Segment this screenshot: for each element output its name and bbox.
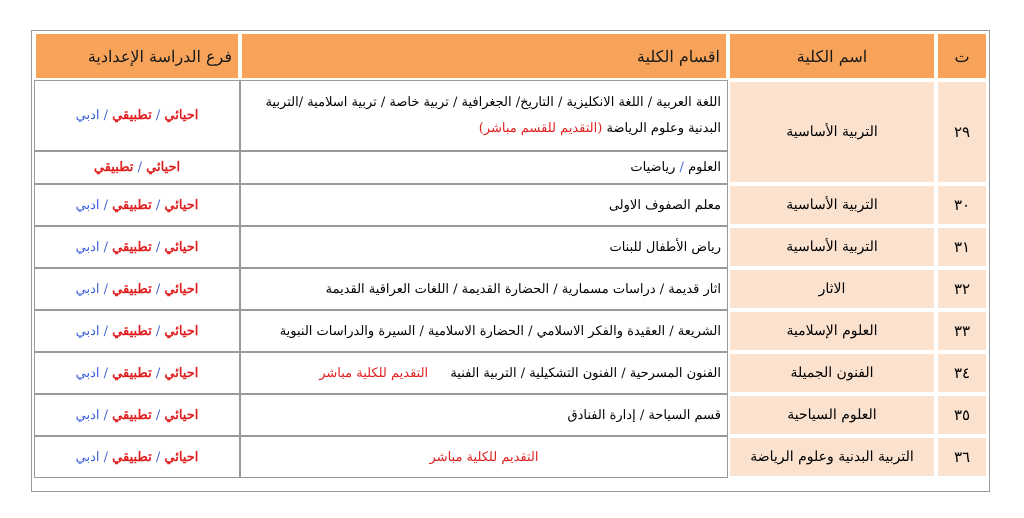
faculty-name: التربية الأساسية: [728, 184, 936, 226]
table-row: [34, 394, 988, 436]
branch-cell: [34, 226, 240, 268]
branch-separator: /: [155, 323, 161, 339]
header-row: [34, 32, 988, 80]
branch-cell: [34, 352, 240, 394]
department-separator: /: [679, 160, 684, 175]
branch-separator: /: [155, 108, 161, 123]
table-row: [34, 310, 988, 352]
branch-separator: /: [155, 239, 161, 255]
faculty-name: التربية الأساسية: [728, 80, 936, 184]
branch-bio: احيائي: [164, 239, 199, 255]
branch-cell: [34, 151, 240, 184]
departments-cell: [240, 151, 728, 184]
row-number: ٣٢: [936, 268, 988, 310]
row-number: ٣٠: [936, 184, 988, 226]
branch-literary: ادبي: [75, 449, 100, 465]
faculty-table: [34, 32, 988, 478]
branch-applied: تطبيقي: [112, 449, 152, 465]
branch-separator: /: [103, 197, 109, 213]
branch-bio: احيائي: [164, 108, 199, 123]
branch-applied: تطبيقي: [112, 323, 152, 339]
branch-bio: احيائي: [146, 160, 181, 175]
branch-literary: ادبي: [75, 281, 100, 297]
branch-cell: [34, 268, 240, 310]
branch-separator: /: [103, 239, 109, 255]
branch-applied: تطبيقي: [112, 197, 152, 213]
branch-separator: /: [103, 108, 109, 123]
departments-cell: معلم الصفوف الاولى: [240, 184, 728, 226]
department-name: العلوم: [688, 160, 721, 175]
branch-applied: تطبيقي: [112, 281, 152, 297]
branch-separator: /: [103, 281, 109, 297]
table-row: [34, 226, 988, 268]
branch-literary: ادبي: [75, 365, 100, 381]
departments-line-2: [247, 116, 721, 142]
branch-cell: [34, 184, 240, 226]
table-row: [34, 184, 988, 226]
branch-separator: /: [155, 449, 161, 465]
branch-bio: احيائي: [164, 449, 199, 465]
table-row: [34, 352, 988, 394]
direct-apply-note: التقديم للكلية مباشر: [319, 365, 429, 381]
direct-apply-note: (التقديم للقسم مباشر): [478, 120, 603, 136]
branch-literary: ادبي: [75, 108, 100, 123]
branch-separator: /: [137, 160, 142, 175]
branch-separator: /: [155, 407, 161, 423]
departments-cell: قسم السياحة / إدارة الفنادق: [240, 394, 728, 436]
table-row: [34, 268, 988, 310]
branch-separator: /: [155, 197, 161, 213]
department-list: الفنون المسرحية / الفنون التشكيلية / التربية الفنية: [450, 365, 721, 381]
faculty-name: العلوم السياحية: [728, 394, 936, 436]
branch-separator: /: [103, 449, 109, 465]
department-name: البدنية وعلوم الرياضة: [606, 120, 721, 136]
departments-cell: رياض الأطفال للبنات: [240, 226, 728, 268]
row-number: ٣١: [936, 226, 988, 268]
departments-cell: اثار قديمة / دراسات مسمارية / الحضارة القديمة / اللغات العراقية القديمة: [240, 268, 728, 310]
faculty-name: التربية الأساسية: [728, 226, 936, 268]
faculty-name: الفنون الجميلة: [728, 352, 936, 394]
branch-cell: [34, 80, 240, 151]
branch-applied: تطبيقي: [93, 160, 134, 175]
table-row: [34, 80, 988, 151]
row-number: ٣٥: [936, 394, 988, 436]
departments-cell: [240, 80, 728, 151]
header-departments: اقسام الكلية: [240, 32, 728, 80]
branch-bio: احيائي: [164, 281, 199, 297]
branch-separator: /: [155, 365, 161, 381]
direct-apply-note: التقديم للكلية مباشر: [429, 449, 539, 465]
branch-literary: ادبي: [75, 407, 100, 423]
departments-cell: الشريعة / العقيدة والفكر الاسلامي / الحضارة الاسلامية / السيرة والدراسات النبوية: [240, 310, 728, 352]
departments-cell: [240, 352, 728, 394]
branch-cell: [34, 436, 240, 478]
branch-literary: ادبي: [75, 197, 100, 213]
branch-applied: تطبيقي: [112, 365, 152, 381]
faculty-name: العلوم الإسلامية: [728, 310, 936, 352]
row-number: ٢٩: [936, 80, 988, 184]
branch-literary: ادبي: [75, 239, 100, 255]
faculty-name: الاثار: [728, 268, 936, 310]
branch-bio: احيائي: [164, 407, 199, 423]
branch-bio: احيائي: [164, 197, 199, 213]
departments-cell: [240, 436, 728, 478]
branch-bio: احيائي: [164, 323, 199, 339]
branch-separator: /: [155, 281, 161, 297]
branch-cell: [34, 310, 240, 352]
table-row: [34, 436, 988, 478]
row-number: ٣٦: [936, 436, 988, 478]
branch-applied: تطبيقي: [112, 239, 152, 255]
header-branch: فرع الدراسة الإعدادية: [34, 32, 240, 80]
faculty-name: التربية البدنية وعلوم الرياضة: [728, 436, 936, 478]
branch-bio: احيائي: [164, 365, 199, 381]
branch-separator: /: [103, 365, 109, 381]
row-number: ٣٣: [936, 310, 988, 352]
header-faculty: اسم الكلية: [728, 32, 936, 80]
branch-applied: تطبيقي: [112, 407, 152, 423]
branch-separator: /: [103, 323, 109, 339]
branch-cell: [34, 394, 240, 436]
departments-line-1: اللغة العربية / اللغة الانكليزية / التاريخ/ الجغرافية / تربية خاصة / تربية اسلامية /التربية: [265, 94, 721, 110]
branch-separator: /: [103, 407, 109, 423]
branch-applied: تطبيقي: [112, 108, 152, 123]
branch-literary: ادبي: [75, 323, 100, 339]
header-num: ت: [936, 32, 988, 80]
department-name: رياضيات: [630, 160, 676, 175]
row-number: ٣٤: [936, 352, 988, 394]
